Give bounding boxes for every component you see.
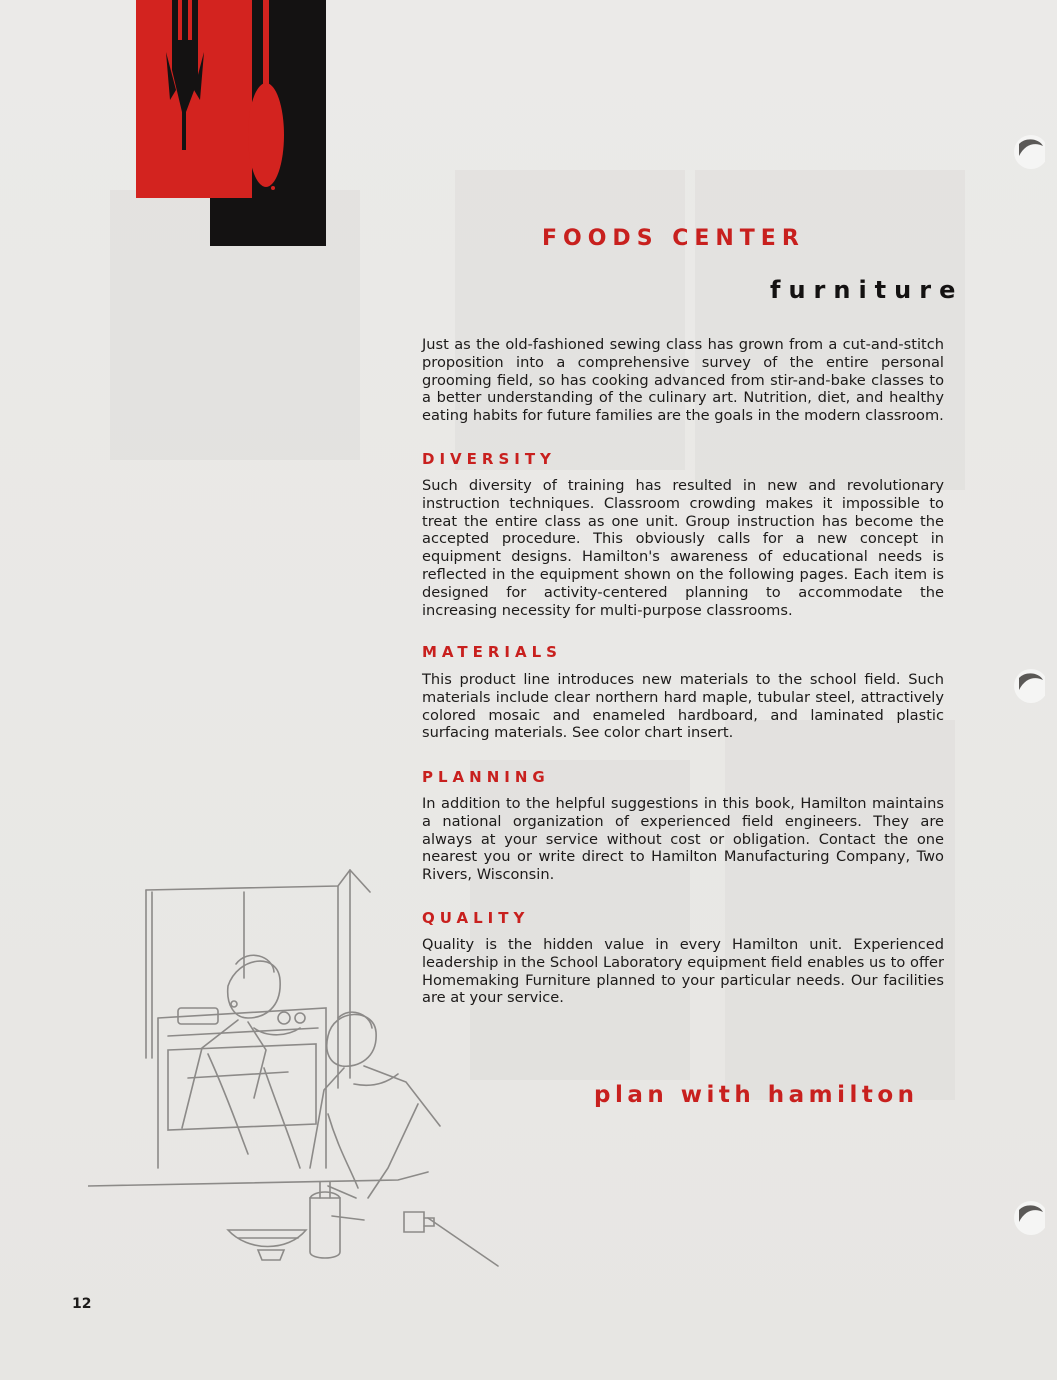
intro-paragraph: Just as the old-fashioned sewing class has grown from a cut-and-stitch proposition into a comprehensive survey of the entire personal grooming field, so has cooking advanced from stir-and-bake classes to a better understanding of the culinary art. Nutrition, diet, and healthy eating habits for future families are the goals in the modern classroom. [422, 336, 944, 425]
section-materials [422, 671, 944, 742]
reverse-show-through [455, 170, 685, 470]
punch-hole-icon [1009, 134, 1045, 170]
section-text-diversity: Such diversity of training has resulted in new and revolutionary instruction techniques. Classroom crowding makes it impossible to treat the entire class as one unit. Group instruction has become the accepted procedure. This obviously calls for a new concept in equipment designs. Hamilton's awareness of educational needs is reflected in the equipment shown on the following pages. Each item is designed for activity-centered planning to accommodate the increasing necessity for multi-purpose classrooms. [422, 477, 944, 619]
punch-hole-icon [1009, 1200, 1045, 1236]
section-text-materials: This product line introduces new materials to the school field. Such materials include clear northern hard maple, tubular steel, attractively colored mosaic and enameled hardboard, and laminated plastic surfacing materials. See color chart insert. [422, 671, 944, 742]
reverse-show-through [725, 720, 955, 1100]
section-text-planning: In addition to the helpful suggestions in this book, Hamilton maintains a national organization of experienced field engineers. They are always at your service without cost or obligation. Contact the one nearest you or write direct to Hamilton Manufacturing Company, Two Rivers, Wisconsin. [422, 795, 944, 884]
section-heading-planning: PLANNING [422, 768, 550, 786]
page-subtitle: furniture [770, 276, 964, 304]
page-number: 12 [72, 1296, 92, 1312]
slogan: plan with hamilton [594, 1082, 919, 1108]
punch-hole-icon [1009, 668, 1045, 704]
section-diversity [422, 477, 944, 619]
kitchen-sketch-illustration [88, 868, 528, 1268]
section-heading-diversity: DIVERSITY [422, 450, 556, 468]
page-title: FOODS CENTER [542, 226, 805, 251]
section-text-quality: Quality is the hidden value in every Hamilton unit. Experienced leadership in the School Laboratory equipment field enables us to offer Homemaking Furniture planned to your particular needs. Our facilities are at your service. [422, 936, 944, 1007]
section-heading-materials: MATERIALS [422, 643, 562, 661]
intro-block [422, 336, 944, 425]
section-heading-quality: QUALITY [422, 909, 530, 927]
reverse-show-through [695, 170, 965, 490]
fork-spoon-logo-icon [136, 0, 326, 246]
